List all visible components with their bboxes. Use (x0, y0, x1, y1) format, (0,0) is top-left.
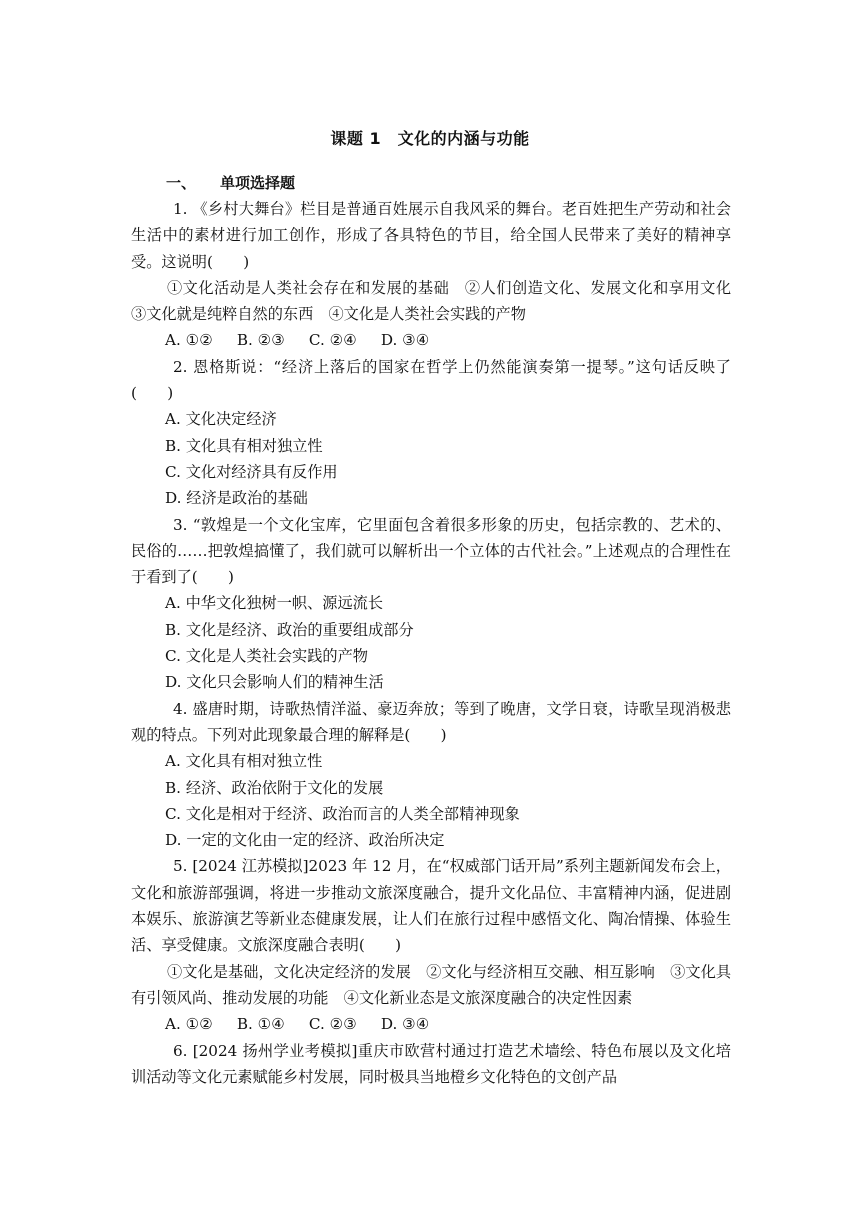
question-5-stem: 5. [2024 江苏模拟]2023 年 12 月，在“权威部门话开局”系列主题新闻发布会上，文化和旅游部强调，将进一步推动文旅深度融合，提升文化品位、丰富精神内涵，促进剧本娱乐、旅游演艺等新业态健康发展，让人们在旅行过程中感悟文化、陶冶情操、体验生活、享受健康。文旅深度融合表明( ) (131, 857, 731, 955)
option-b: B. 文化是经济、政治的重要组成部分 (165, 620, 414, 639)
option-d: D. ③④ (380, 1015, 430, 1034)
option-d: D. 文化只会影响人们的精神生活 (165, 673, 384, 692)
question-3-stem: 3. “敦煌是一个文化宝库，它里面包含着很多形象的历史，包括宗教的、艺术的、民俗的……把敦煌搞懂了，我们就可以解析出一个立体的古代社会。”上述观点的合理性在于看到了( ) (131, 515, 731, 587)
option-d: D. 一定的文化由一定的经济、政治所决定 (165, 831, 445, 850)
option-c: C. ②④ (308, 331, 357, 350)
option-d: D. 经济是政治的基础 (165, 489, 308, 508)
option-b: B. 文化具有相对独立性 (165, 436, 323, 455)
question-5-options (131, 1011, 731, 1037)
option-a: A. 中华文化独树一帜、源远流长 (165, 594, 384, 613)
option-a: A. ①② (165, 1015, 213, 1034)
option-d: D. ③④ (380, 331, 430, 350)
question-2-stem: 2. 恩格斯说：“经济上落后的国家在哲学上仍然能演奏第一提琴。”这句话反映了( ) (131, 357, 731, 403)
option-c: C. 文化对经济具有反作用 (165, 462, 338, 481)
question-1-options (131, 327, 731, 353)
option-a: A. 文化决定经济 (165, 410, 277, 429)
page-title: 课题 1 文化的内涵与功能 (330, 129, 530, 148)
question-6-stem: 6. [2024 扬州学业考模拟]重庆市欧营村通过打造艺术墙绘、特色布展以及文化培训活动等文化元素赋能乡村发展，同时极具当地橙乡文化特色的文创产品 (131, 1041, 731, 1086)
option-c: C. 文化是相对于经济、政治而言的人类全部精神现象 (165, 804, 520, 823)
option-a: A. ①② (165, 331, 213, 350)
option-b: B. 经济、政治依附于文化的发展 (165, 778, 384, 797)
question-1-stem: 1. 《乡村大舞台》栏目是普通百姓展示自我风采的舞台。老百姓把生产劳动和社会生活中的素材进行加工创作，形成了各具特色的节目，给全国人民带来了美好的精神享受。这说明( ) (131, 200, 731, 271)
question-list (131, 196, 747, 1090)
section-label: 单项选择题 (220, 174, 296, 192)
question-5-statements: ①文化是基础，文化决定经济的发展 ②文化与经济相互交融、相互影响 ③文化具有引领风尚、推动发展的功能 ④文化新业态是文旅深度融合的决定性因素 (131, 962, 731, 1007)
option-b: B. ①④ (236, 1015, 285, 1034)
question-4-stem: 4. 盛唐时期，诗歌热情洋溢、豪迈奔放；等到了晚唐，文学日衰，诗歌呈现消极悲观的特点。下列对此现象最合理的解释是( ) (131, 699, 731, 744)
option-b: B. ②③ (236, 331, 285, 350)
option-a: A. 文化具有相对独立性 (165, 752, 323, 771)
option-c: C. 文化是人类社会实践的产物 (165, 647, 368, 666)
option-c: C. ②③ (308, 1015, 357, 1034)
section-number: 一、 (166, 174, 197, 192)
section-heading (166, 172, 295, 193)
question-1-statements: ①文化活动是人类社会存在和发展的基础 ②人们创造文化、发展文化和享用文化 ③文化就是纯粹自然的东西 ④文化是人类社会实践的产物 (131, 278, 747, 324)
